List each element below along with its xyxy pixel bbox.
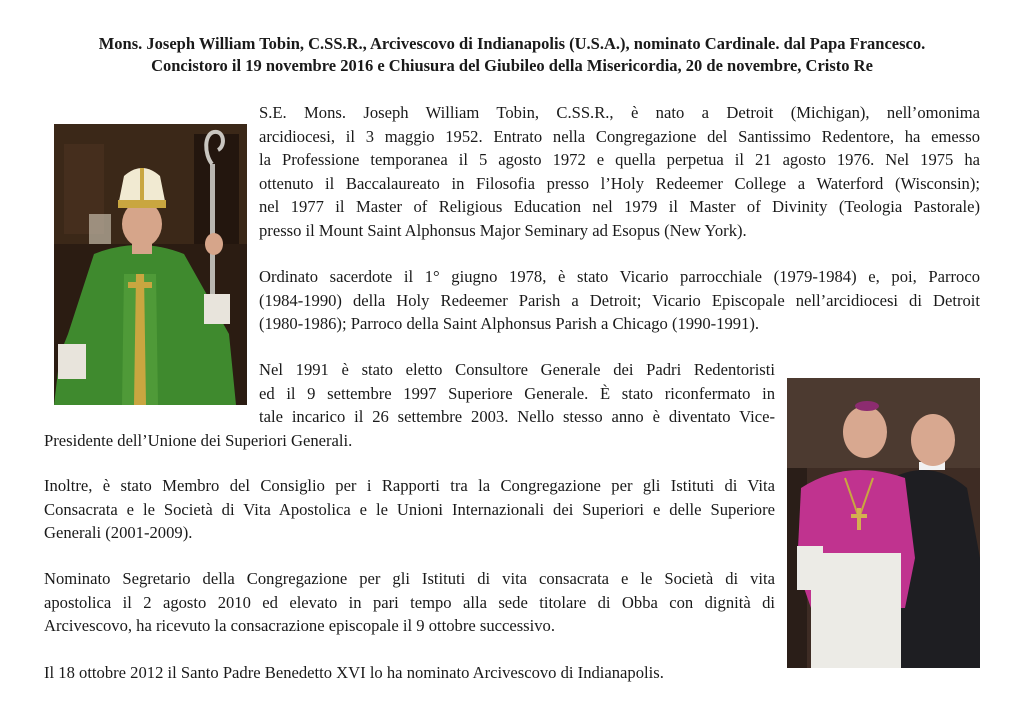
text-line: apostolica il 2 agosto 2010 ed elevato in pari tempo alla sede titolare di Obba con dignità di — [44, 592, 775, 612]
paragraph-consultore-generale — [44, 358, 775, 452]
text-line: (1980-1986); Parroco della Saint Alphonsus Parish a Chicago (1990-1991). — [259, 314, 760, 333]
text-line: Arcivescovo, ha ricevuto la consacrazione episcopale il 9 ottobre successivo. — [44, 616, 555, 635]
text-line: Nominato Segretario della Congregazione per gli Istituti di vita consacrata e le Società di vita — [44, 569, 775, 588]
paragraph-segretario — [44, 567, 775, 638]
paragraph-membro-consiglio — [44, 474, 775, 545]
text-line: Consacrata e le Società di Vita Apostolica e le Unioni Internazionali dei Superiori e delle Superiore — [44, 499, 775, 519]
text-line: tale incarico il 26 settembre 2003. Nello stesso anno è diventato Vice- — [259, 407, 775, 426]
text-line: Nel 1991 è stato eletto Consultore Generale dei Padri Redentoristi — [259, 360, 775, 379]
text-line: arcidiocesi, il 3 maggio 1952. Entrato nella Congregazione del Santissimo Redentore, ha emesso — [259, 126, 980, 146]
text-line: ottenuto il Baccalaureato in Filosofia presso l’Holy Redeemer College a Waterford (Wisconsin); — [259, 173, 980, 193]
paragraph-biography-intro — [259, 101, 980, 242]
paragraph-indianapolis — [44, 661, 775, 685]
text-line: (1984-1990) della Holy Redeemer Parish a Detroit; Vicario Episcopale nell’arcidiocesi di Detroit — [259, 290, 980, 310]
text-line: Il 18 ottobre 2012 il Santo Padre Benedetto XVI lo ha nominato Arcivescovo di Indianapolis. — [44, 663, 664, 682]
text-line: Presidente dell’Unione dei Superiori Generali. — [44, 430, 353, 450]
text-line: Generali (2001-2009). — [44, 523, 193, 542]
text-line: S.E. Mons. Joseph William Tobin, C.SS.R., è nato a Detroit (Michigan), nell’omonima — [259, 103, 980, 122]
text-line: Inoltre, è stato Membro del Consiglio per i Rapporti tra la Congregazione per gli Istituti di Vita — [44, 476, 775, 495]
title-line-1: Mons. Joseph William Tobin, C.SS.R., Arcivescovo di Indianapolis (U.S.A.), nominato Cardinale. dal Papa Francesco. — [98, 34, 926, 53]
paragraph-ordination — [259, 265, 980, 336]
text-line: nel 1977 il Master of Religious Education nel 1979 il Master of Divinity (Teologia Pastorale) — [259, 197, 980, 216]
text-line: ed il 9 settembre 1997 Superiore Generale. È stato riconfermato in — [259, 383, 775, 403]
text-line: la Professione temporanea il 5 agosto 1972 e quella perpetua il 21 agosto 1976. Nel 1975 ha — [259, 150, 980, 169]
title-line-2: Concistoro il 19 novembre 2016 e Chiusura del Giubileo della Misericordia, 20 de novembre, Cristo Re — [151, 56, 873, 75]
page-title — [20, 33, 1004, 77]
text-line: presso il Mount Saint Alphonsus Major Seminary ad Esopus (New York). — [259, 220, 747, 240]
photo-archbishop-with-priest — [787, 378, 980, 668]
text-line: Ordinato sacerdote il 1° giugno 1978, è stato Vicario parrocchiale (1979-1984) e, poi, Parroco — [259, 267, 980, 286]
